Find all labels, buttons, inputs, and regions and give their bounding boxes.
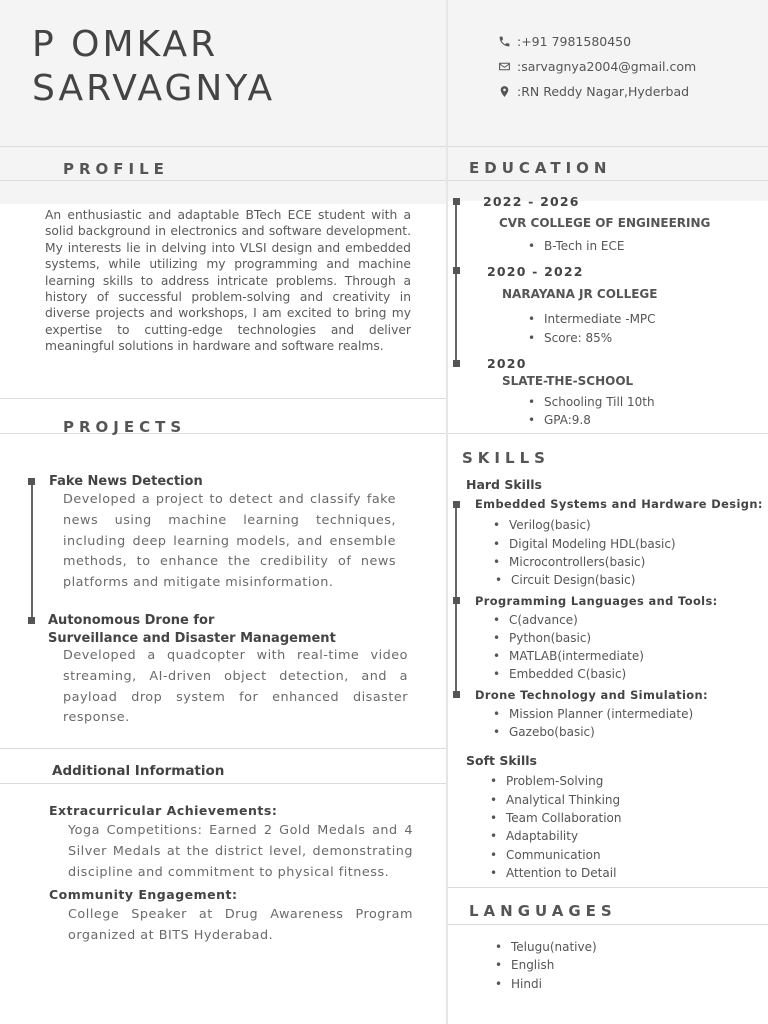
soft-skill-item: • Attention to Detail [506, 866, 616, 880]
phone-row [498, 34, 631, 49]
divider [0, 180, 768, 181]
soft-skill-item: • Team Collaboration [506, 811, 622, 825]
phone-text: :+91 7981580450 [517, 34, 632, 49]
soft-skill-item: • Analytical Thinking [506, 793, 620, 807]
address-row [498, 84, 689, 99]
community-text: College Speaker at Drug Awareness Program organized at BITS Hyderabad. [68, 907, 413, 943]
profile-text: An enthusiastic and adaptable BTech ECE student with a solid background in electronics and software development. My interests lie in delving into VLSI design and embedded systems, while utilizing my programming and machine learning skills to address intricate problems. Through a history of successful problem-solving and creativity in diverse projects and workshops, I am excited to bring my expertise to cutting-edge technologies and deliver meaningful solutions in hardware and software realms. [45, 208, 411, 354]
skill-group-title: Programming Languages and Tools: [475, 594, 718, 608]
languages-title: LANGUAGES [469, 902, 617, 920]
soft-skill-item: • Problem-Solving [506, 774, 603, 788]
project-description: Developed a project to detect and classify fake news using machine learning techniques, including deep learning models, and ensemble methods, to enhance the credibility of news platforms and mitigate misinformation. [63, 492, 396, 591]
language-item: • English [511, 958, 554, 972]
projects-title: PROJECTS [63, 418, 187, 436]
address-text: :RN Reddy Nagar,Hyderbad [517, 84, 690, 99]
name-line-2: SARVAGNYA [32, 68, 276, 109]
extracurricular-text: Yoga Competitions: Earned 2 Gold Medals and 4 Silver Medals at the district level, demonstrating discipline and commitment to physical fitness. [68, 823, 413, 880]
education-detail: • B-Tech in ECE [544, 239, 624, 253]
divider [0, 146, 768, 147]
skill-item: • Python(basic) [509, 631, 591, 645]
project-title: Surveillance and Disaster Management [48, 631, 336, 646]
timeline-marker [453, 267, 460, 274]
soft-skills-label: Soft Skills [466, 753, 537, 768]
skill-item: • Gazebo(basic) [509, 725, 595, 739]
skill-item: • Verilog(basic) [509, 518, 591, 532]
timeline-marker [453, 691, 460, 698]
divider [0, 398, 446, 399]
divider [0, 783, 446, 784]
email-row [498, 59, 696, 74]
education-school: CVR COLLEGE OF ENGINEERING [499, 216, 711, 230]
education-detail: • Score: 85% [544, 331, 612, 345]
timeline-marker [453, 198, 460, 205]
education-timeline [455, 201, 457, 367]
extracurricular-label: Extracurricular Achievements: [49, 803, 278, 818]
skill-item: • MATLAB(intermediate) [509, 649, 644, 663]
timeline-marker [28, 617, 35, 624]
project-title: Autonomous Drone for [48, 613, 215, 628]
education-school: SLATE-THE-SCHOOL [502, 374, 634, 388]
project-description: Developed a quadcopter with real-time video streaming, AI-driven object detection, and a payload drop system for enhanced disaster response. [63, 648, 408, 726]
education-title: EDUCATION [469, 159, 612, 177]
divider [448, 887, 768, 888]
email-icon [498, 60, 511, 73]
soft-skill-item: • Communication [506, 848, 601, 862]
timeline-marker [453, 597, 460, 604]
timeline-marker [28, 478, 35, 485]
education-detail: • GPA:9.8 [544, 413, 591, 427]
skill-item: • C(advance) [509, 613, 578, 627]
email-text: :sarvagnya2004@gmail.com [517, 59, 697, 74]
community-label: Community Engagement: [49, 887, 238, 902]
skill-item: • Digital Modeling HDL(basic) [509, 537, 676, 551]
divider [448, 433, 768, 434]
education-detail: • Intermediate -MPC [544, 312, 656, 326]
skill-group-title: Drone Technology and Simulation: [475, 688, 708, 702]
education-detail: • Schooling Till 10th [544, 395, 655, 409]
education-school: NARAYANA JR COLLEGE [502, 287, 658, 301]
skills-title: SKILLS [462, 449, 550, 467]
education-years: 2020 - 2022 [487, 264, 584, 279]
project-title: Fake News Detection [49, 474, 203, 489]
additional-info-title: Additional Information [52, 763, 225, 779]
profile-title: PROFILE [63, 160, 169, 178]
hard-skills-label: Hard Skills [466, 477, 542, 492]
skill-item: • Embedded C(basic) [509, 667, 626, 681]
skill-item: • Mission Planner (intermediate) [509, 707, 693, 721]
location-pin-icon [498, 85, 511, 98]
name-line-1: P OMKAR [32, 24, 219, 65]
language-item: • Telugu(native) [511, 940, 597, 954]
projects-timeline [31, 480, 33, 622]
timeline-marker [453, 360, 460, 367]
soft-skill-item: • Adaptability [506, 829, 578, 843]
divider [448, 924, 768, 925]
timeline-marker [453, 501, 460, 508]
phone-icon [498, 35, 511, 48]
education-years: 2022 - 2026 [483, 194, 580, 209]
skill-group-title: Embedded Systems and Hardware Design: [475, 497, 763, 511]
column-divider [446, 0, 448, 1024]
education-years: 2020 [487, 356, 527, 371]
language-item: • Hindi [511, 977, 542, 991]
skill-item: • Microcontrollers(basic) [509, 555, 645, 569]
divider [0, 748, 446, 749]
skill-item: • Circuit Design(basic) [511, 573, 635, 587]
